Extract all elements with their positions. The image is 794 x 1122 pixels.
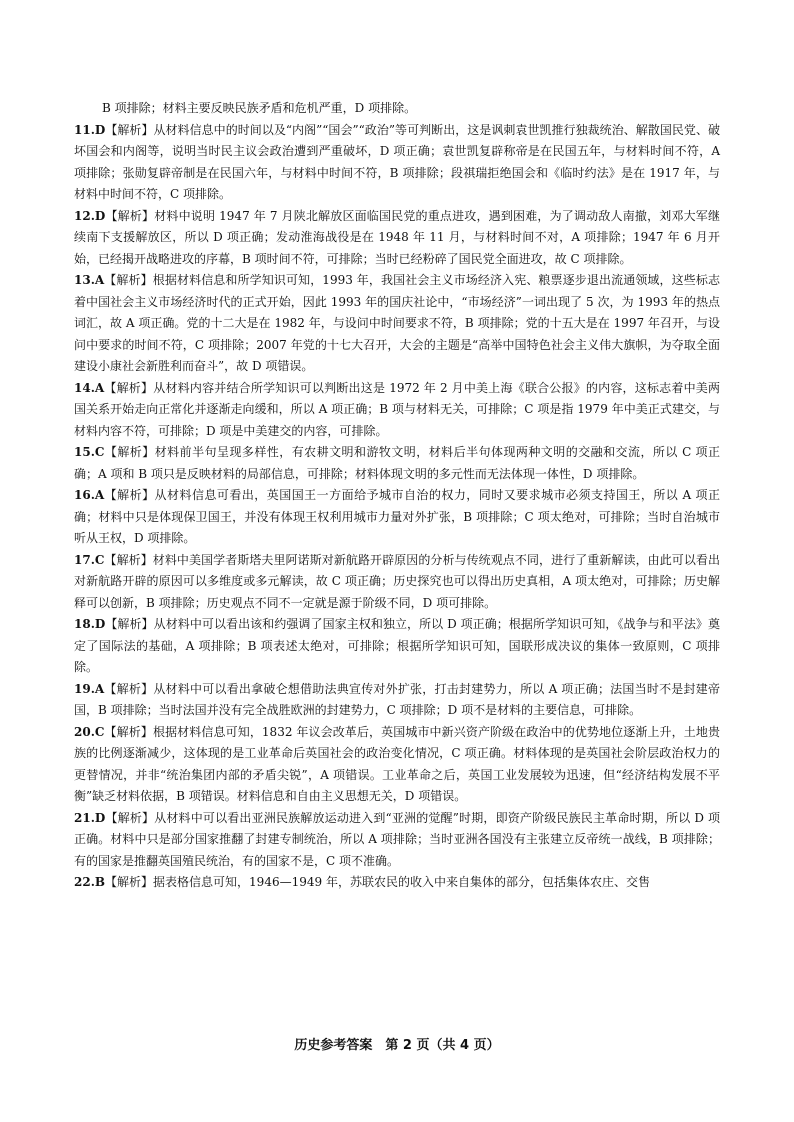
answer-item-17 — [74, 550, 720, 615]
analysis-text: 从材料信息中的时间以及“内阁”“国会”“政治”等可判断出，这是讽刺袁世凯推行独裁统治、解散国民党、破坏国会和内阁等，说明当时民主议会政治遭到严重破坏，D 项正确；袁世凯复辟称帝是在民国五年，与材料时间不符，A 项排除；张勋复辟帝制是在民国六年，与材料中时间不符，B 项排除；段祺瑞拒绝国会和《临时约法》是在 1917 年，与材料中时间不符，C 项排除。 — [74, 122, 720, 201]
item-number: 18.D — [74, 617, 106, 631]
analysis-label: 【解析】 — [105, 208, 155, 223]
answer-item-22 — [74, 872, 720, 894]
analysis-text: 从材料内容并结合所学知识可以判断出这是 1972 年 2 月中美上海《联合公报》的内容，这标志着中美两国关系开始走向正常化并逐渐走向缓和，所以 A 项正确；B 项与材料无关，可排除；C 项是指 1979 年中美正式建交，与材料内容不符，可排除；D 项是中美建交的内容，可排除。 — [74, 380, 720, 438]
analysis-text: 从材料中可以看出拿破仑想借助法典宣传对外扩张，打击封建势力，所以 A 项正确；法国当时不是封建帝国，B 项排除；当时法国并没有完全战胜欧洲的封建势力，C 项排除；D 项不是材料的主要信息，可排除。 — [74, 681, 720, 717]
item-number: 14.A — [74, 380, 105, 395]
answer-item-11 — [74, 120, 720, 206]
analysis-text: 根据材料信息可知，1832 年议会改革后，英国城市中新兴资产阶级在政治中的优势地位逐渐上升，土地贵族的比例逐渐减少，这体现的是工业革命后英国社会的政治变化情况，C 项正确。材料体现的是英国社会阶层政治权力的更替情况，并非“统治集团内部的矛盾尖锐”，A 项错误。工业革命之后，英国工业发展较为迅速，但“经济结构发展不平衡”缺乏材料依据，B 项错误。材料信息和自由主义思想无关，D 项错误。 — [74, 724, 720, 803]
analysis-text: 从材料中可以看出亚洲民族解放运动进入到“亚洲的觉醒”时期，即资产阶级民族民主革命时期，所以 D 项正确。材料中只是部分国家推翻了封建专制统治，所以 A 项排除；当时亚洲各国没有主张建立反帝统一战线，B 项排除；有的国家是推翻英国殖民统治，有的国家不是，C 项不准确。 — [74, 810, 720, 868]
analysis-label: 【解析】 — [104, 724, 153, 739]
answer-item-19 — [74, 679, 720, 722]
item-number: 17.C — [74, 552, 105, 567]
analysis-text: 材料前半句呈现多样性，有农耕文明和游牧文明，材料后半句体现两种文明的交融和交流，所以 C 项正确；A 项和 B 项只是反映材料的局部信息，可排除；材料体现文明的多元性而无法体现一体性，D 项排除。 — [74, 445, 720, 481]
item-number: 13.A — [74, 273, 105, 287]
answer-item-18 — [74, 614, 720, 679]
analysis-text: 从材料中可以看出该和约强调了国家主权和独立，所以 D 项正确；根据所学知识可知，《战争与和平法》奠定了国际法的基础，A 项排除；B 项表述太绝对，可排除；根据所学知识可知，国联形成决议的集体一致原则，C 项排除。 — [74, 617, 720, 674]
analysis-label: 【解析】 — [104, 488, 155, 502]
analysis-label: 【解析】 — [105, 875, 154, 889]
analysis-label: 【解析】 — [105, 617, 154, 631]
item-number: 11.D — [74, 122, 106, 137]
answer-item-20 — [74, 722, 720, 808]
answer-item-16 — [74, 485, 720, 550]
analysis-text: 根据材料信息和所学知识可知，1993 年，我国社会主义市场经济入宪、粮票逐步退出流通领域，这些标志着中国社会主义市场经济时代的正式开始，因此 1993 年的国庆社论中，“市场经济”一词出现了 5 次，为 1993 年的热点词汇，故 A 项正确。党的十二大是在 1982 年，与设问中时间要求不符，B 项排除；党的十五大是在 1997 年召开，与设问中要求的时间不符，C 项排除；2007 年党的十七大召开，大会的主题是“高举中国特色社会主义伟大旗帜，为夺取全面建设小康社会新胜利而奋斗”，故 D 项错误。 — [74, 273, 720, 373]
answer-item-21 — [74, 808, 720, 873]
analysis-label: 【解析】 — [105, 810, 155, 825]
analysis-label: 【解析】 — [104, 681, 154, 696]
analysis-label: 【解析】 — [104, 273, 153, 287]
item-number: 22.B — [74, 875, 106, 889]
analysis-label: 【解析】 — [104, 445, 155, 459]
analysis-text: 材料中说明 1947 年 7 月陕北解放区面临国民党的重点进攻，遇到困难，为了调动敌人南撤，刘邓大军继续南下支援解放区，所以 D 项正确；发动淮海战役是在 1948 年 11 月，与材料时间不对，A 项排除；1947 年 6 月开始，已经揭开战略进攻的序幕，B 项时间不符，可排除；当时已经粉碎了国民党全面进攻，故 C 项排除。 — [74, 208, 720, 266]
page-footer: 历史参考答案 第 2 页（共 4 页） — [294, 1038, 500, 1053]
continued-text: B 项排除；材料主要反映民族矛盾和危机严重，D 项排除。 — [102, 101, 417, 115]
item-number: 21.D — [74, 810, 106, 825]
item-number: 16.A — [74, 488, 105, 502]
analysis-text: 材料中美国学者斯塔夫里阿诺斯对新航路开辟原因的分析与传统观点不同，进行了重新解读，由此可以看出对新航路开辟的原因可以多维度或多元解读，故 C 项正确；历史探究也可以得出历史真相，A 项太绝对，可排除；历史解释可以创新，B 项排除；历史观点不同不一定就是源于阶级不同，D 项可排除。 — [74, 552, 720, 610]
answer-item-15 — [74, 442, 720, 485]
analysis-label: 【解析】 — [104, 552, 153, 567]
analysis-text: 从材料信息可看出，英国国王一方面给予城市自治的权力，同时又要求城市必须支持国王，所以 A 项正确；材料中只是体现保卫国王，并没有体现王权利用城市力量对外扩张，B 项排除；C 项太绝对，可排除；当时自治城市听从王权，D 项排除。 — [74, 488, 720, 545]
item-number: 12.D — [74, 208, 106, 223]
answer-item-14 — [74, 378, 720, 443]
answer-content — [74, 98, 720, 894]
item-number: 19.A — [74, 681, 105, 696]
item-number: 20.C — [74, 724, 105, 739]
analysis-label: 【解析】 — [105, 122, 154, 137]
analysis-text: 据表格信息可知，1946—1949 年，苏联农民的收入中来自集体的部分，包括集体农庄、交售 — [153, 875, 650, 889]
item-number: 15.C — [74, 445, 105, 459]
answer-item-13 — [74, 270, 720, 378]
analysis-label: 【解析】 — [104, 380, 154, 395]
answer-item-12 — [74, 206, 720, 271]
